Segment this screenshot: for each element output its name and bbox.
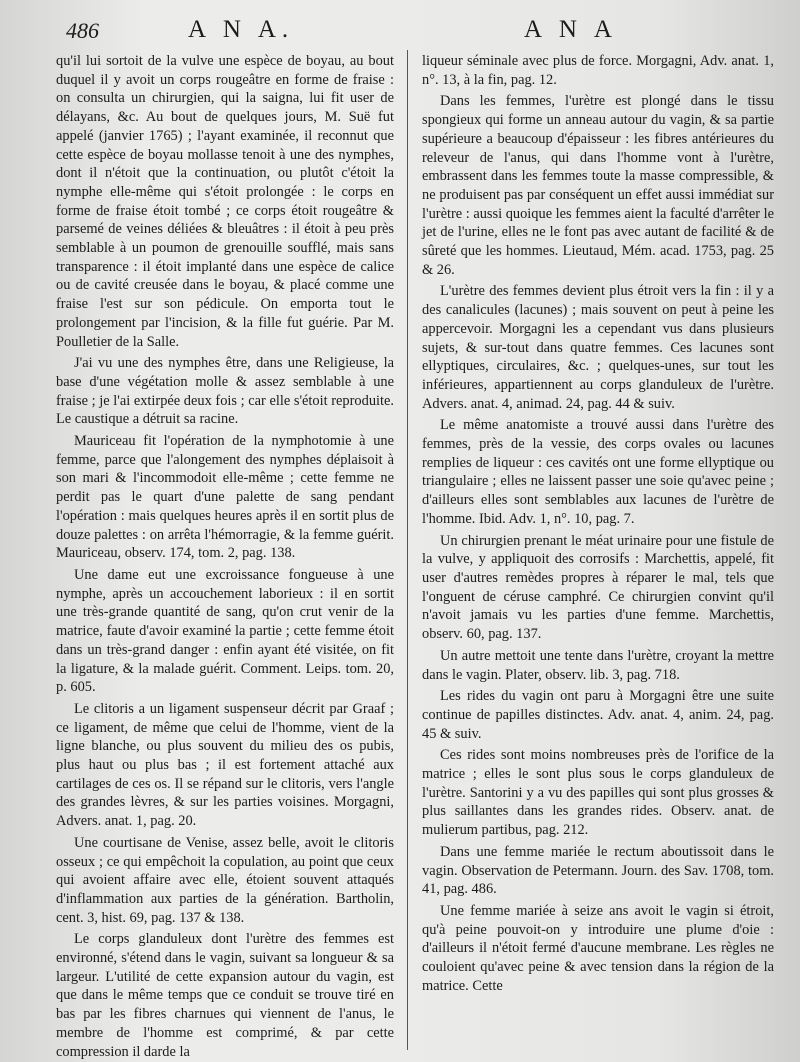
paragraph: liqueur séminale avec plus de force. Morgagni, Adv. anat. 1, n°. 13, à la fin, pag. 12.	[422, 53, 774, 88]
paragraph: Une femme mariée à seize ans avoit le vagin si étroit, qu'à peine pouvoit-on y introduire une plume d'oie : d'ailleurs il n'étoit fermé d'aucune membrane. Les règles ne couloient qu'avec peine & avec tension dans la région de la matrice. Cette	[422, 902, 774, 994]
column-divider	[407, 50, 408, 1050]
paragraph: Dans les femmes, l'urètre est plongé dans le tissu spongieux qui forme un anneau autour du vagin, & sa partie supérieure a beaucoup d'épaisseur : les fibres antérieures du releveur de l'anus, qui dans l'homme vont à l'urètre, embrassent dans les femmes toute la masse compressible, & ne produisent pas par conséquent un effet aussi immédiat sur l'urètre : aussi quoique les femmes aient la faculté d'arrêter le jet de l'urine, elles ne le font pas avec autant de facilité & de sûreté que les hommes. Lieutaud, Mém. acad. 1753, pag. 25 & 26.	[422, 93, 775, 278]
paragraph: J'ai vu une des nymphes être, dans une Religieuse, la base d'une végétation molle & assez semblable à une fraise ; je l'ai extirpée deux fois ; car elle s'étoit reproduite. Le caustique a détruit sa racine.	[56, 355, 394, 428]
paragraph: Dans une femme mariée le rectum aboutissoit dans le vagin. Observation de Petermann. Journ. des Sav. 1708, tom. 41, pag. 486.	[422, 843, 774, 898]
paragraph: Les rides du vagin ont paru à Morgagni être une suite continue de papilles distinctes. Adv. anat. 4, anim. 24, pag. 45 & suiv.	[422, 688, 774, 742]
paragraph: L'urètre des femmes devient plus étroit vers la fin : il y a des canalicules (lacunes) ; mais souvent on peut à peine les appercevoir. Morgagni les a cependant vus dans plusieurs sujets, & sur-tout dans quatre femmes. Ces lacunes sont ellyptiques, circulaires, &c. ; quelques-unes, sur tout les inférieures, appartiennent au corps glanduleux de l'urètre. Advers. anat. 4, animad. 24, pag. 44 & suiv.	[422, 283, 774, 412]
paragraph: Le même anatomiste a trouvé aussi dans l'urètre des femmes, près de la vessie, des corps ovales ou lacunes remplies de liqueur : ces cavités ont une forme ellyptique ou triangulaire ; elles ne laissent passer une soie qu'avec peine ; d'ailleurs elles sont semblables aux lacunes de l'urètre de l'homme. Ibid. Adv. 1, n°. 10, pag. 7.	[422, 417, 774, 527]
page-header	[0, 14, 800, 48]
running-head-left: A N A.	[188, 16, 295, 43]
paragraph: qu'il lui sortoit de la vulve une espèce de boyau, au bout duquel il y avoit un corps rougeâtre en forme de fraise : on consulta un chirurgien, qui la saigna, lui fit user de délayans, &c. Au bout de quelques jours, M. Suë fut appelé (janvier 1765) ; l'ayant examinée, il reconnut que cette espèce de boyau mollasse tenoit à une des nymphes, dont il n'étoit que la continuation, ou plutôt c'étoit la nymphe elle-même qui s'étoit prolongée : le corps en forme de fraise étoit tombé ; ce corps étoit rougeâtre & parsemé de veines déliées & bleuâtres : il étoit à peu près semblable à un poumon de grenouille soufflé, mais sans transparence : il étoit implanté dans une espèce de calice ou de cavité creusée dans le boyau, & placé comme une fraise l'est sur son pédicule. On emporta tout le prolongement par l'incision, & la fille fut guérie. Par M. Poulletier de la Salle.	[56, 53, 394, 350]
paragraph: Une courtisane de Venise, assez belle, avoit le clitoris osseux ; ce qui empêchoit la copulation, au point que ceux qui avoient affaire avec elle, étoient souvent attaqués d'inflammation aux parties de la génération. Bartholin, cent. 3, hist. 69, pag. 137 & 138.	[56, 834, 394, 926]
paragraph: Le clitoris a un ligament suspenseur décrit par Graaf ; ce ligament, de même que celui de l'homme, vient de la ligne blanche, ou plus souvent du milieu des os pubis, plus haut ou plus bas ; il est fortement attaché aux cartilages de ces os. Il se répand sur le clitoris, vers l'angle des grandes lèvres, & sur les parties voisines. Morgagni, Advers. anat. 1, pag. 20.	[56, 700, 394, 830]
right-column	[422, 52, 774, 998]
page-number: 486	[66, 18, 99, 43]
left-column	[56, 52, 394, 1062]
running-head-right: A N A	[524, 16, 618, 43]
paragraph: Une dame eut une excroissance fongueuse à une nymphe, après un accouchement laborieux : il en sortit une très-grande quantité de sang, qu'on crut venir de la matrice, faute d'avoir examiné la partie ; cette femme étoit dans un très-grand danger : enfin ayant été visitée, on fit la ligature, & la malade guérit. Comment. Leips. tom. 20, p. 605.	[56, 566, 394, 696]
paragraph: Un autre mettoit une tente dans l'urètre, croyant la mettre dans le vagin. Plater, observ. lib. 3, pag. 718.	[422, 647, 774, 683]
paragraph: Ces rides sont moins nombreuses près de l'orifice de la matrice ; elles le sont plus sous le corps glanduleux de l'urètre. Santorini y a vu des papilles qui sont plus grosses & plus saillantes dans les grandes rides. Observ. anat. de mulierum partibus, pag. 212.	[422, 747, 774, 839]
paragraph: Mauriceau fit l'opération de la nymphotomie à une femme, parce que l'alongement des nymphes déplaisoit à son mari & l'incommodoit elle-même ; cette femme ne perdit pas le quart d'une palette de sang pendant l'opération : mais quelques heures après il en sortit plus de douze palettes : on arrêta l'hémorragie, & la femme guérit. Mauriceau, observ. 174, tom. 2, pag. 138.	[56, 433, 394, 562]
paragraph: Un chirurgien prenant le méat urinaire pour une fistule de la vulve, y appliquoit des corrosifs : Marchettis, appelé, fit user d'autres remèdes propres à réparer le mal, tels que l'onguent de céruse camphré. Ce chirurgien convint qu'il n'avoit jamais vu les parties d'une femme. Marchettis, observ. 60, pag. 137.	[422, 532, 774, 643]
paragraph: Le corps glanduleux dont l'urètre des femmes est environné, s'étend dans le vagin, suivant sa longueur & sa largeur. L'utilité de cette expansion autour du vagin, est que dans le même temps que ce conduit se trouve tiré en bas par les fibres charnues qui viennent de l'anus, le membre de l'homme est comprimé, & par cette compression il darde la	[56, 931, 394, 1060]
